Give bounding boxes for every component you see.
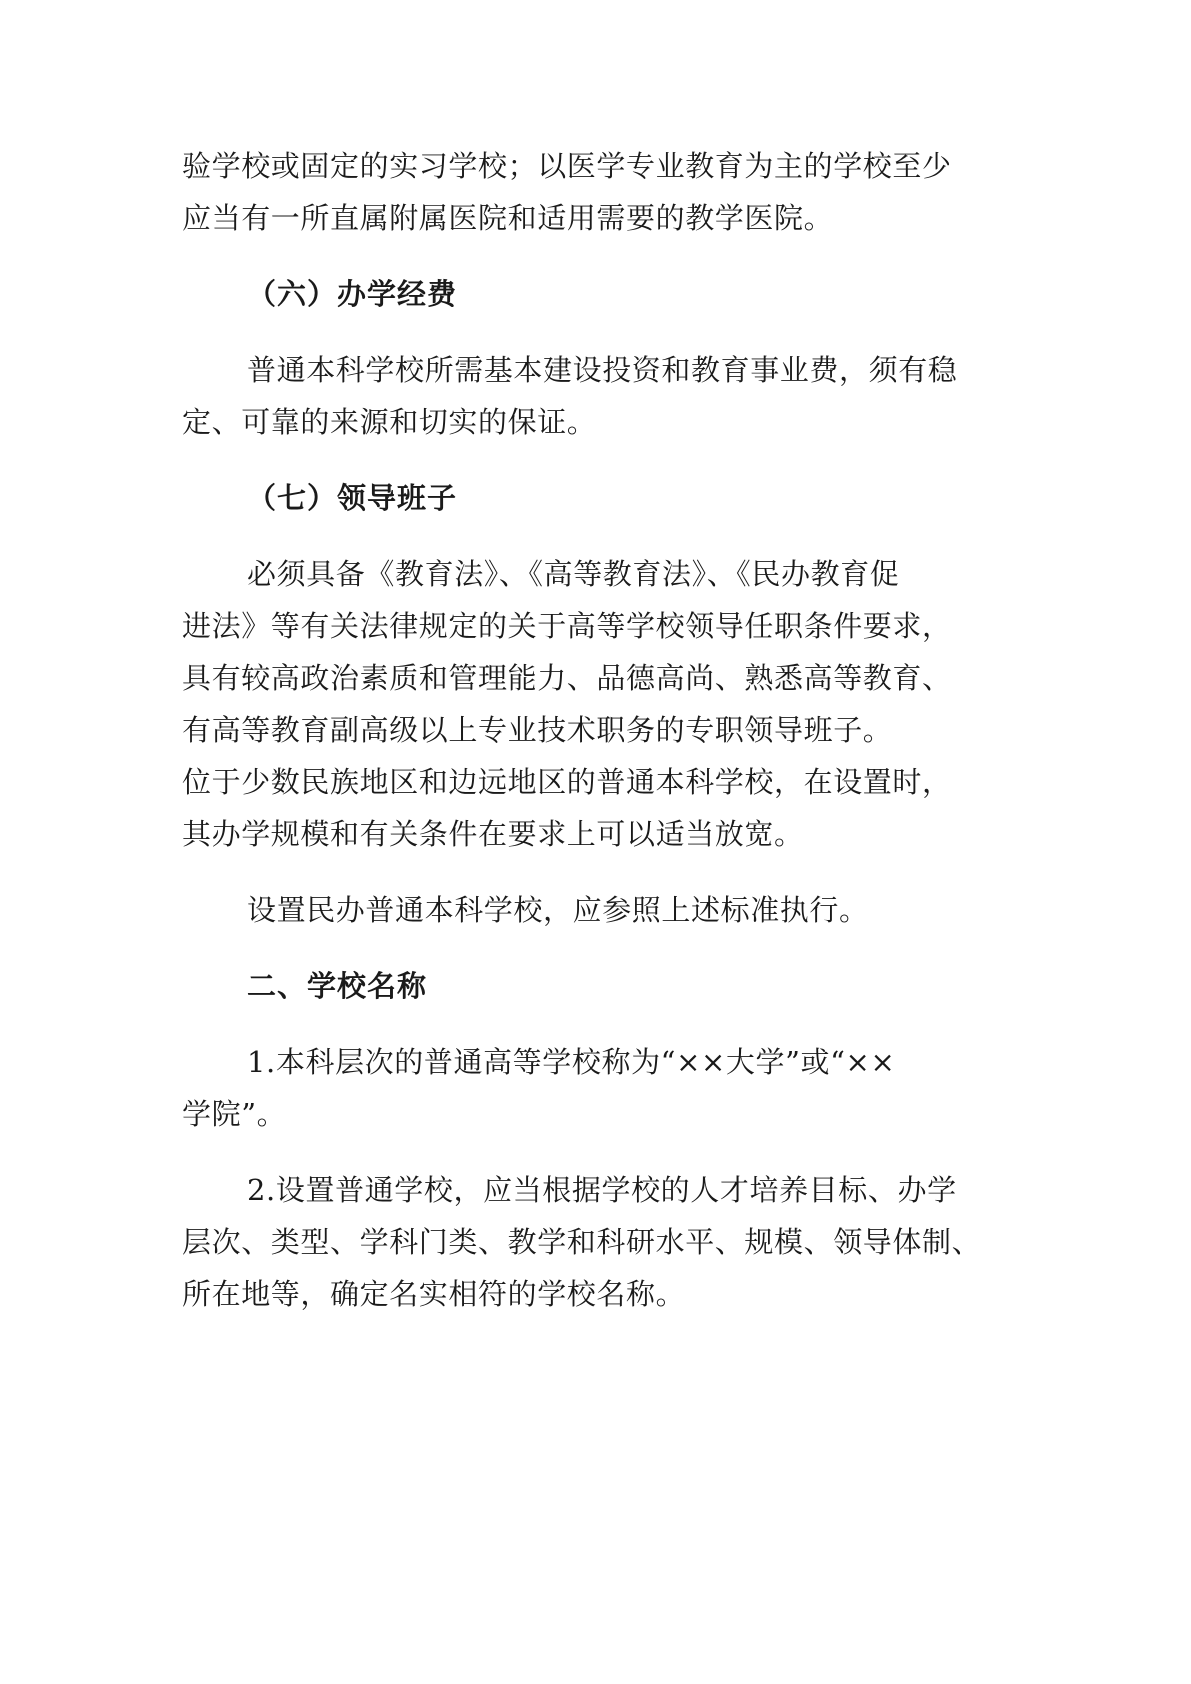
paragraph-line: 有高等教育副高级以上专业技术职务的专职领导班子。 [182, 713, 893, 747]
section-heading-leadership: （七）领导班子 [247, 481, 458, 515]
section-heading-funding: （六）办学经费 [247, 277, 458, 311]
section-heading-school-name: 二、学校名称 [247, 969, 428, 1003]
paragraph-line: 设置民办普通本科学校，应参照上述标准执行。 [247, 893, 869, 927]
paragraph-line: 进法》等有关法律规定的关于高等学校领导任职条件要求， [182, 609, 952, 643]
list-item-line: 所在地等，确定名实相符的学校名称。 [182, 1277, 686, 1311]
list-item-line: 2.设置普通学校，应当根据学校的人才培养目标、办学 [247, 1173, 957, 1207]
list-item-line: 层次、类型、学科门类、教学和科研水平、规模、领导体制、 [182, 1225, 982, 1259]
list-item-line: 1.本科层次的普通高等学校称为“××大学”或“×× [247, 1045, 896, 1079]
paragraph-line: 其办学规模和有关条件在要求上可以适当放宽。 [182, 817, 804, 851]
paragraph-line: 具有较高政治素质和管理能力、品德高尚、熟悉高等教育、 [182, 661, 952, 695]
paragraph-line: 普通本科学校所需基本建设投资和教育事业费，须有稳 [247, 353, 958, 387]
paragraph-line: 定、可靠的来源和切实的保证。 [182, 405, 597, 439]
list-item-line: 学院”。 [182, 1097, 287, 1131]
paragraph-line: 验学校或固定的实习学校；以医学专业教育为主的学校至少 [182, 149, 952, 183]
paragraph-line: 应当有一所直属附属医院和适用需要的教学医院。 [182, 201, 834, 235]
paragraph-line: 位于少数民族地区和边远地区的普通本科学校，在设置时， [182, 765, 952, 799]
paragraph-line: 必须具备《教育法》、《高等教育法》、《民办教育促 [247, 557, 900, 591]
